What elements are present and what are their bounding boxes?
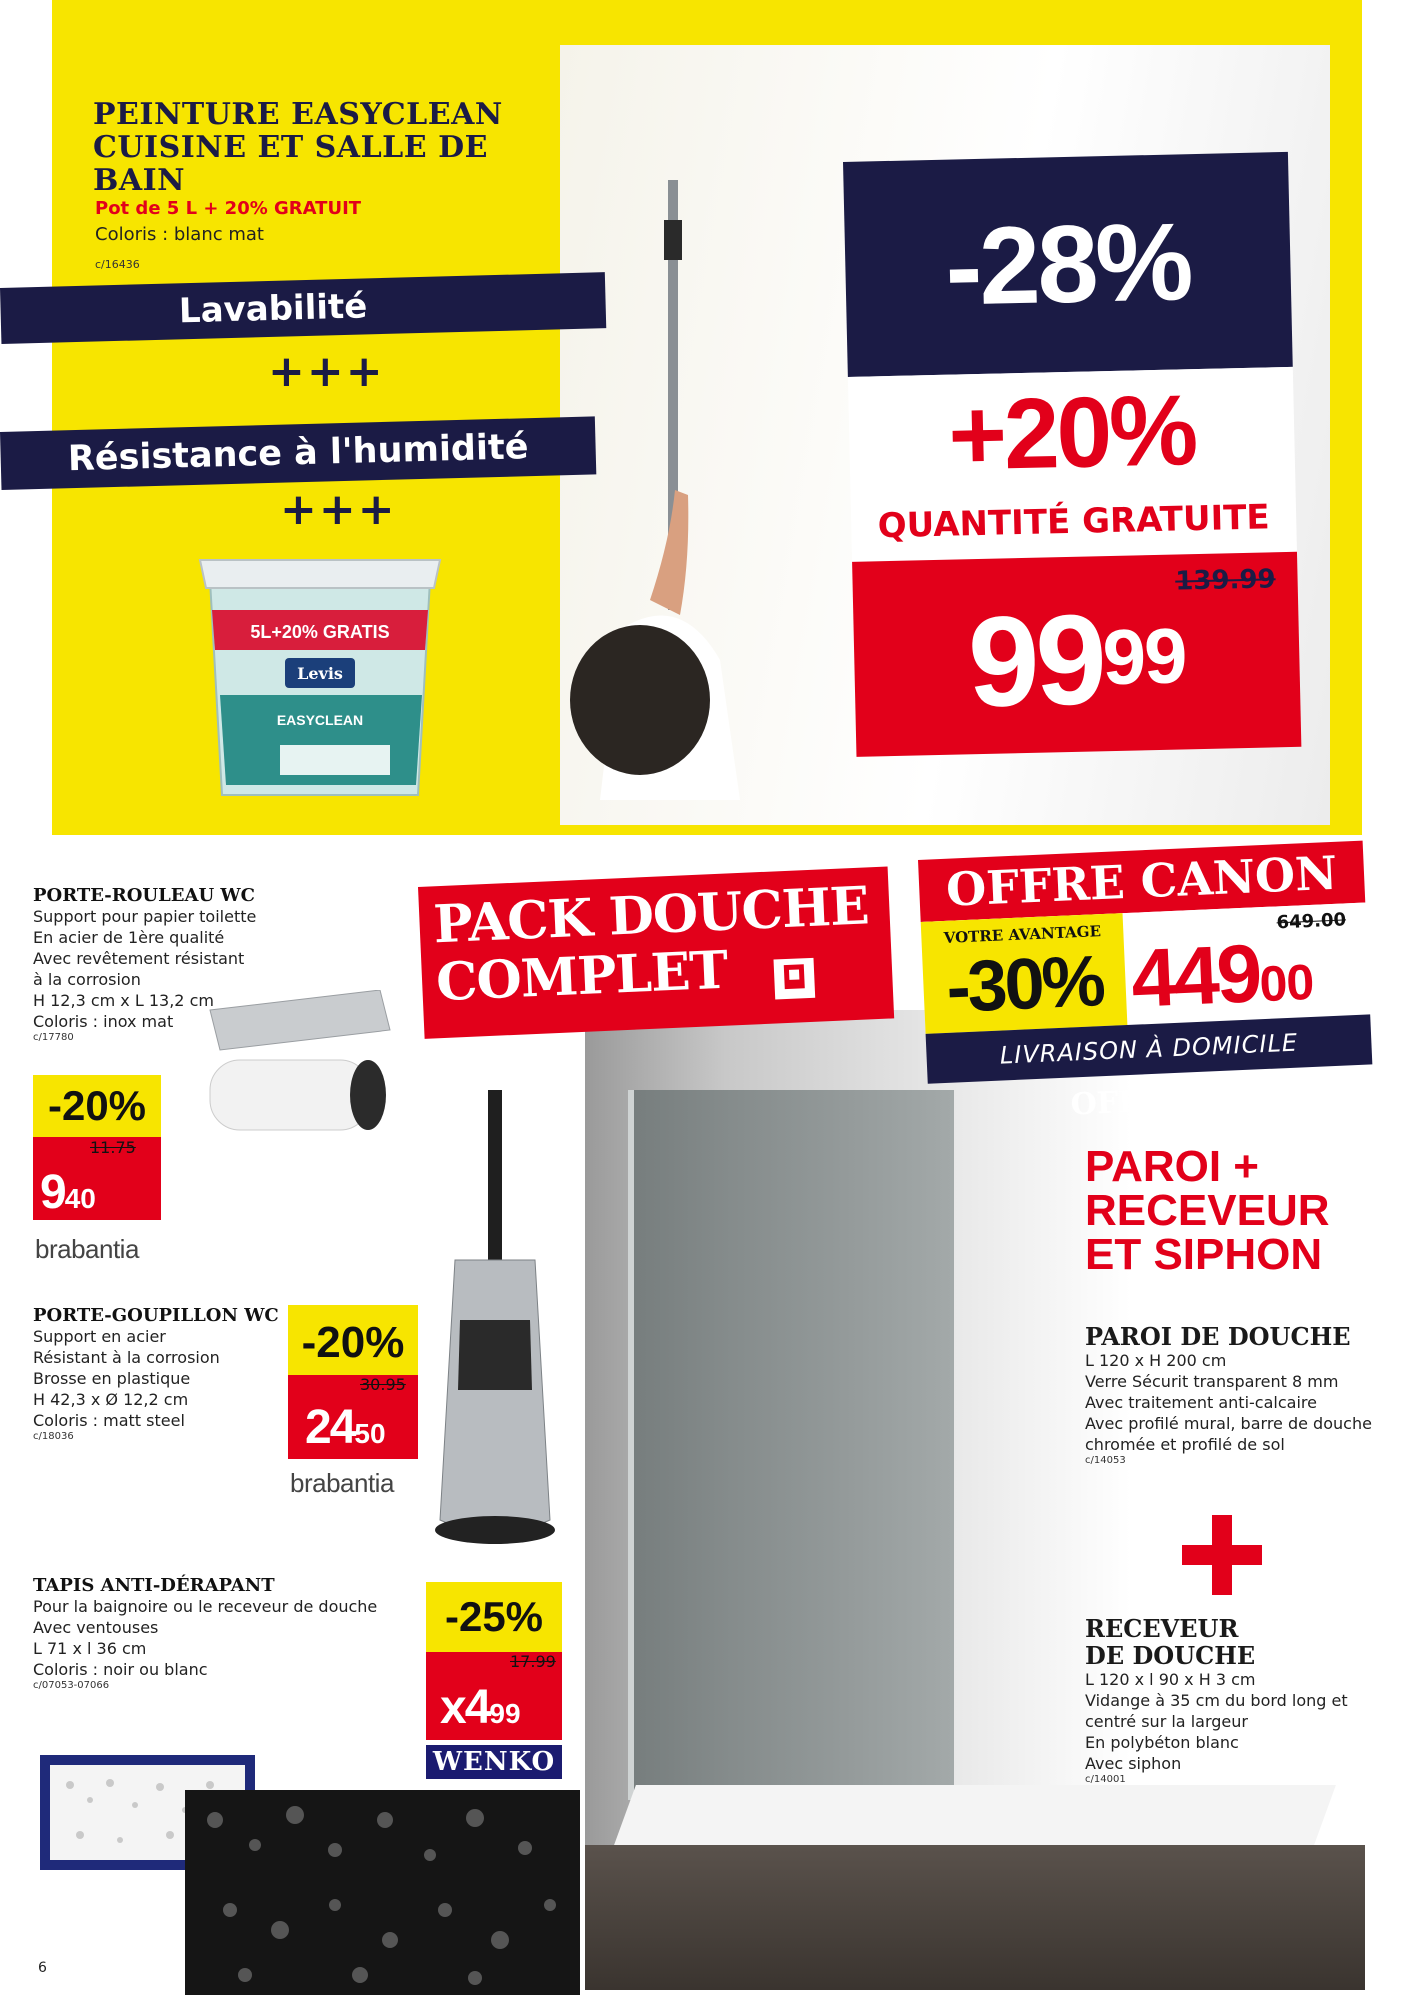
product-line: L 120 x l 90 x H 3 cm [1085,1670,1256,1689]
paint-price [853,582,1301,739]
product-line: L 120 x H 200 cm [1085,1351,1227,1370]
shower-floor-image [585,1845,1365,1990]
brand-logo: brabantia [290,1468,394,1498]
paint-bonus-panel [848,367,1297,562]
bucket-label: 5L+20% GRATIS [250,622,390,642]
paint-ref: c/16436 [95,258,140,271]
product-line: Coloris : inox mat [33,1012,174,1031]
bucket-product: EASYCLEAN [276,712,364,728]
product-line: H 42,3 x Ø 12,2 cm [33,1390,189,1409]
product-line: Pour la baignoire ou le receveur de douche [33,1597,378,1616]
price-cents: 50 [354,1418,386,1449]
new-price [440,1680,521,1735]
new-price [40,1165,96,1220]
discount-badge: -20% [288,1305,418,1375]
shower-glass-image [628,1090,954,1800]
pack-banner [418,866,894,1038]
bucket-brand: Levis [297,664,343,683]
paint-price-panel [852,552,1301,757]
pack-title-line: PACK DOUCHE [432,875,870,956]
toilet-brush-image [420,1090,570,1550]
discount-badge: -25% [426,1582,562,1652]
offer-canon [918,841,1373,1123]
shower-headline [1085,1142,1365,1279]
product-line: Vidange à 35 cm du bord long et centré sur la largeur [1085,1691,1348,1731]
offer-price [1129,925,1314,1027]
paint-bonus-label: QUANTITÉ GRATUITE [877,497,1271,547]
old-price: 11.75 [90,1138,136,1157]
paint-bucket-image [190,540,450,805]
product-line: Support en acier [33,1327,166,1346]
brand-logo: brabantia [35,1234,139,1264]
feature-rating: +++ [268,346,385,397]
product-title: TAPIS ANTI-DÉRAPANT [33,1575,275,1596]
new-price [305,1400,386,1455]
product-ref: c/07053-07066 [33,1680,110,1691]
store-logo-icon [774,958,816,1000]
price-main: 9 [40,1166,65,1219]
product-line: Avec ventouses [33,1618,159,1637]
headline-line: RECEVEUR [1085,1186,1330,1235]
paint-bonus: +20% [947,374,1197,492]
product-line: à la corrosion [33,970,141,989]
feature-band-humidity: Résistance à l'humidité [0,416,596,490]
offer-body [921,903,1370,1034]
paint-discount: -28% [843,152,1293,377]
product-shower-wall [1085,1323,1385,1466]
product-toilet-brush-holder [33,1305,303,1442]
product-line: Coloris : noir ou blanc [33,1660,208,1679]
brand-logo: WENKO [426,1745,562,1779]
product-line: Résistant à la corrosion [33,1348,220,1367]
shower-tray-image [614,1785,1336,1845]
paint-subtitle: Pot de 5 L + 20% GRATUIT [95,198,362,219]
painter-image [560,160,810,820]
product-title: PORTE-ROULEAU WC [33,885,255,906]
product-title: PORTE-GOUPILLON WC [33,1305,279,1326]
product-line: Avec profilé mural, barre de douche chromée et profilé de sol [1085,1414,1372,1454]
advantage-panel [921,913,1128,1034]
paint-title: PEINTURE EASYCLEAN CUISINE ET SALLE DE BAIN [93,97,503,198]
product-shower-tray [1085,1615,1365,1785]
pack-title-line: COMPLET [434,939,729,1014]
price-main: 99 [966,588,1105,735]
headline-line: PAROI + [1085,1142,1260,1191]
headline-line: ET SIPHON [1085,1230,1323,1279]
product-line: H 12,3 cm x L 13,2 cm [33,991,214,1010]
product-line: Support pour papier toilette [33,907,257,926]
plus-icon [1182,1515,1262,1595]
delivery-free: OFFERTE [1069,1080,1233,1123]
product-line: Avec revêtement résistant [33,949,245,968]
product-title: PAROI DE DOUCHE [1085,1322,1351,1351]
product-ref: c/14053 [1085,1455,1126,1466]
paint-promo [843,152,1302,802]
price-main: x4 [440,1681,490,1734]
product-line: En acier de 1ère qualité [33,928,225,947]
price-main: 24 [305,1401,355,1454]
product-line: Brosse en plastique [33,1369,191,1388]
product-ref: c/18036 [33,1431,74,1442]
product-ref: c/14001 [1085,1774,1126,1785]
product-title: RECEVEUR [1085,1614,1239,1643]
price-cents: 99 [489,1698,521,1729]
feature-rating: +++ [280,484,397,535]
product-line: Coloris : matt steel [33,1411,185,1430]
old-price: 649.00 [1276,909,1347,934]
product-line: Verre Sécurit transparent 8 mm [1085,1372,1339,1391]
black-mat-image [185,1790,580,1995]
discount-badge: -20% [33,1075,161,1137]
delivery-label: LIVRAISON À DOMICILE [999,1028,1299,1070]
price-cents: 40 [64,1183,96,1214]
offer-discount: -30% [944,941,1105,1028]
old-price: 17.99 [510,1652,556,1671]
price-cents: 00 [1258,953,1315,1013]
old-price: 30.95 [360,1375,406,1394]
product-title: DE DOUCHE [1085,1641,1256,1670]
product-line: Avec traitement anti-calcaire [1085,1393,1317,1412]
product-line: L 71 x l 36 cm [33,1639,147,1658]
price-cents: 99 [1101,611,1187,702]
toilet-roll-holder-image [190,990,400,1140]
product-line: En polybéton blanc [1085,1733,1239,1752]
feature-label: Lavabilité [178,286,368,332]
product-ref: c/17780 [33,1032,74,1043]
advantage-label: VOTRE AVANTAGE [943,922,1102,947]
product-anti-slip-mat [33,1575,413,1691]
page-number: 6 [38,1960,47,1976]
price-main: 449 [1129,928,1262,1025]
offer-title: OFFRE CANON [918,841,1365,922]
paint-old-price: 139.99 [1174,564,1276,597]
product-line: Avec siphon [1085,1754,1182,1773]
paint-color: Coloris : blanc mat [95,224,264,245]
